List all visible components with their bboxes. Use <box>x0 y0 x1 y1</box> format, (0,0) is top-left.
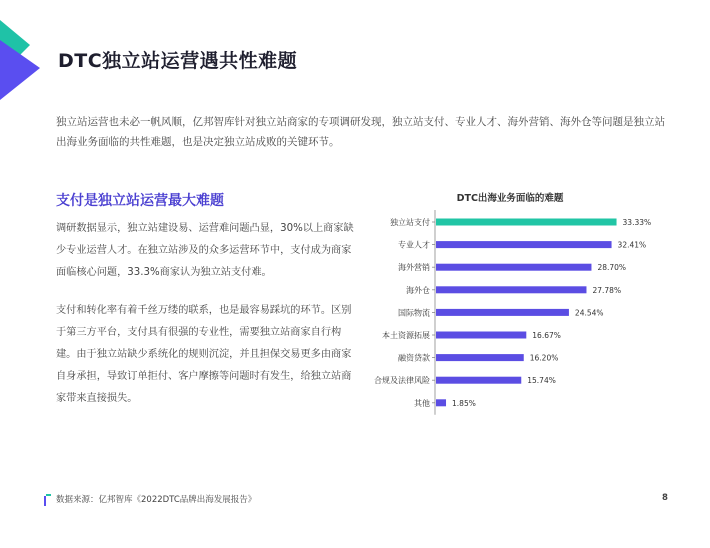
chart-title: DTC出海业务面临的难题 <box>456 193 564 204</box>
category-label: 合规及法律风险 <box>374 376 430 386</box>
bar <box>436 219 617 226</box>
bar <box>436 264 591 271</box>
category-label: 专业人才 <box>398 240 430 250</box>
value-label: 16.20% <box>529 353 559 363</box>
value-label: 16.67% <box>532 331 561 340</box>
category-label: 海外仓 <box>406 285 430 295</box>
category-label: 独立站支付 <box>390 218 430 227</box>
footer-source: 数据来源：亿邦智库《2022DTC品牌出海发展报告》 <box>56 495 257 505</box>
category-label: 其他 <box>414 398 430 408</box>
value-label: 33.33% <box>622 218 652 227</box>
corner-decoration <box>0 0 60 110</box>
bar <box>436 286 586 293</box>
value-label: 28.70% <box>597 263 627 273</box>
page-number: 8 <box>662 493 668 503</box>
value-label: 1.85% <box>452 398 476 408</box>
intro-paragraph: 独立站运营也未必一帆风顺，亿邦智库针对独立站商家的专项调研发现，独立站支付、专业人才、海外营销、海外仓等问题是独立站出海业务面临的共性难题，也是决定独立站成败的关键环节。 <box>56 116 665 148</box>
category-label: 海外营销 <box>398 263 430 273</box>
bar-chart <box>360 185 700 420</box>
body-paragraph-2: 支付和转化率有着千丝万缕的联系，也是最容易踩坑的环节。区别于第三方平台，支付具有很强的专业性，需要独立站商家自行构建。由于独立站缺少系统化的规则沉淀，并且担保交易更多由商家自身承担，导致订单拒付、客户摩擦等问题时有发生，给独立站商家带来直接损失。 <box>56 305 352 404</box>
category-label: 本土资源拓展 <box>382 331 430 340</box>
bar <box>436 377 521 384</box>
bar <box>436 354 524 361</box>
body-paragraph-1: 调研数据显示，独立站建设易、运营难问题凸显，30%以上商家缺少专业运营人才。在独立站涉及的众多运营环节中，支付成为商家面临核心问题，33.3%商家认为独立站支付难。 <box>56 223 354 278</box>
page-title: DTC独立站运营遇共性难题 <box>58 50 298 72</box>
bar <box>436 241 612 248</box>
bar <box>436 399 446 406</box>
category-label: 融资贷款 <box>398 353 430 363</box>
category-label: 国际物流 <box>398 308 430 318</box>
bar <box>436 309 569 316</box>
source-marker-icon <box>44 494 51 506</box>
value-label: 32.41% <box>617 240 647 250</box>
bar <box>436 332 526 339</box>
value-label: 24.54% <box>574 308 604 318</box>
value-label: 27.78% <box>592 285 622 295</box>
chart-container <box>360 185 700 420</box>
value-label: 15.74% <box>527 376 556 386</box>
section-subheading: 支付是独立站运营最大难题 <box>56 193 224 209</box>
